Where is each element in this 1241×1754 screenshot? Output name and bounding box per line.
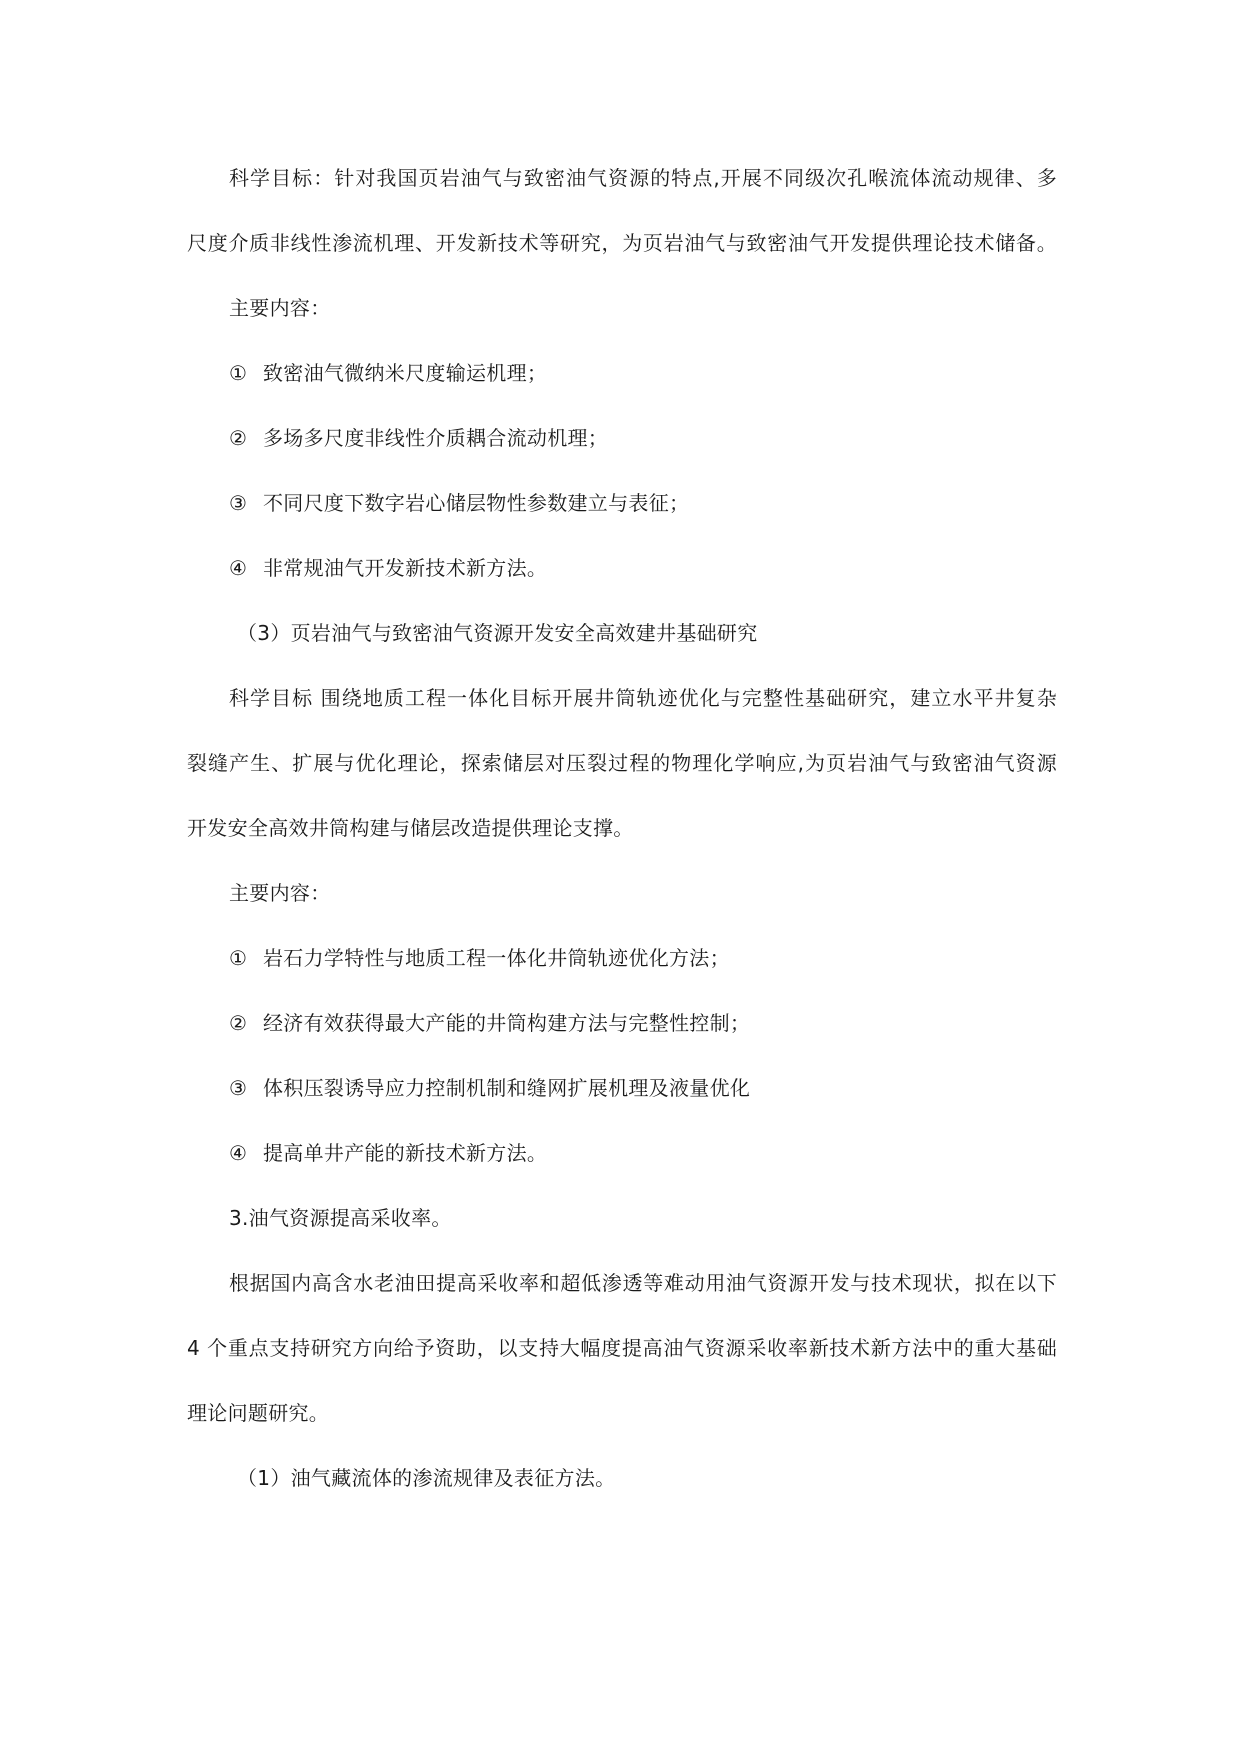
paragraph-goal-1-line-1: 科学目标：针对我国页岩油气与致密油气资源的特点,开展不同级次孔喉流体流动规律、多 xyxy=(229,166,1057,190)
list-item xyxy=(187,1139,1057,1167)
list-marker: ④ xyxy=(229,1141,248,1165)
list-item-text: 岩石力学特性与地质工程一体化井筒轨迹优化方法； xyxy=(263,946,730,970)
section-heading-3: （3）页岩油气与致密油气资源开发安全高效建井基础研究 xyxy=(237,621,758,645)
list-item-text: 多场多尺度非线性介质耦合流动机理； xyxy=(263,426,609,450)
list-item xyxy=(187,1009,1057,1037)
list-item xyxy=(187,424,1057,452)
list-item xyxy=(187,944,1057,972)
section-heading-1: （1）油气藏流体的渗流规律及表征方法。 xyxy=(237,1466,616,1490)
list-item-text: 经济有效获得最大产能的井筒构建方法与完整性控制； xyxy=(263,1011,751,1035)
list-item-text: 不同尺度下数字岩心储层物性参数建立与表征； xyxy=(263,491,690,515)
paragraph-goal-2-line-1: 科学目标 围绕地质工程一体化目标开展井筒轨迹优化与完整性基础研究，建立水平井复杂 xyxy=(229,686,1057,710)
paragraph-eor-line-2: 4 个重点支持研究方向给予资助，以支持大幅度提高油气资源采收率新技术新方法中的重大基础 xyxy=(187,1336,1057,1360)
paragraph-goal-2-line-2: 裂缝产生、扩展与优化理论，探索储层对压裂过程的物理化学响应,为页岩油气与致密油气资源 xyxy=(187,751,1057,775)
list-item xyxy=(187,359,1057,387)
section-heading-eor: 3.油气资源提高采收率。 xyxy=(229,1206,452,1230)
list-marker: ② xyxy=(229,426,248,450)
list-item xyxy=(187,1074,1057,1102)
document-body xyxy=(187,164,1057,1529)
list-marker: ③ xyxy=(229,1076,248,1100)
list-item-text: 体积压裂诱导应力控制机制和缝网扩展机理及液量优化 xyxy=(263,1076,751,1100)
list-item xyxy=(187,489,1057,517)
list-marker: ① xyxy=(229,361,248,385)
list-item-text: 致密油气微纳米尺度输运机理； xyxy=(263,361,548,385)
paragraph-goal-2-line-3: 开发安全高效井筒构建与储层改造提供理论支撑。 xyxy=(187,816,634,840)
list-marker: ① xyxy=(229,946,248,970)
list-item-text: 非常规油气开发新技术新方法。 xyxy=(263,556,548,580)
list-item-text: 提高单井产能的新技术新方法。 xyxy=(263,1141,548,1165)
paragraph-eor-line-3: 理论问题研究。 xyxy=(187,1401,330,1425)
paragraph-eor-line-1: 根据国内高含水老油田提高采收率和超低渗透等难动用油气资源开发与技术现状，拟在以下 xyxy=(229,1271,1057,1295)
list-marker: ② xyxy=(229,1011,248,1035)
main-content-heading-2: 主要内容： xyxy=(229,881,331,905)
list-marker: ③ xyxy=(229,491,248,515)
paragraph-goal-1-line-2: 尺度介质非线性渗流机理、开发新技术等研究，为页岩油气与致密油气开发提供理论技术储备。 xyxy=(187,231,1057,255)
main-content-heading-1: 主要内容： xyxy=(229,296,331,320)
list-marker: ④ xyxy=(229,556,248,580)
list-item xyxy=(187,554,1057,582)
